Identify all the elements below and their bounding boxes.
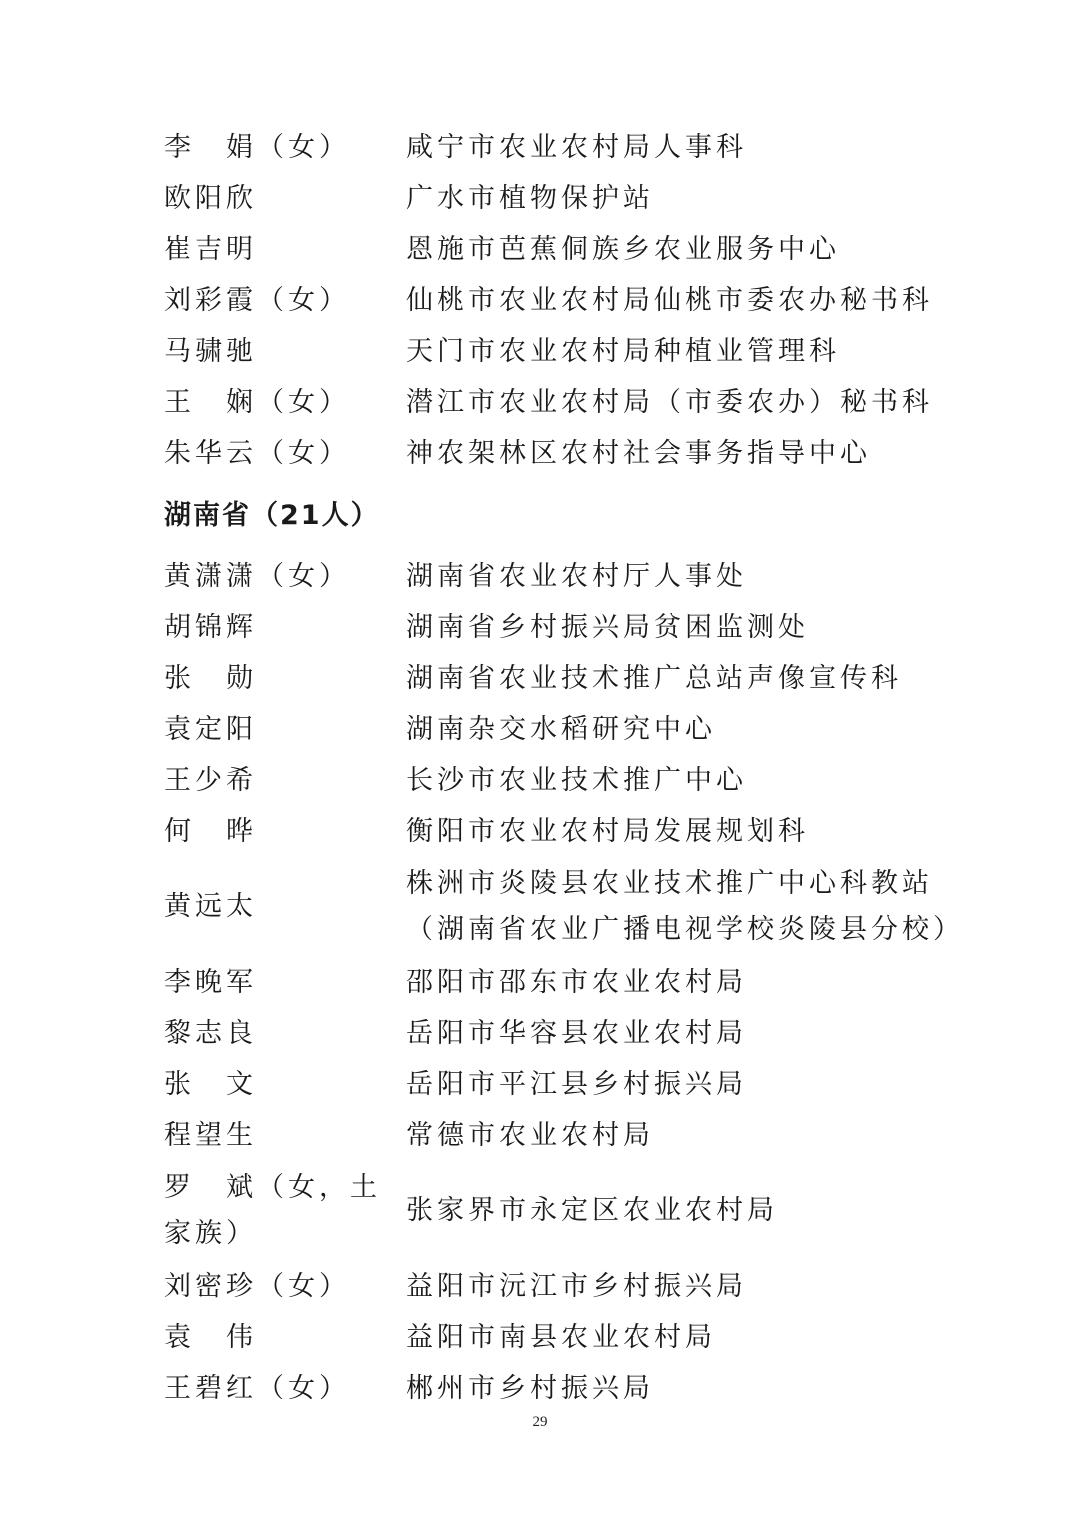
award-list: [164, 122, 994, 1414]
list-item: [164, 551, 994, 602]
page-number: 29: [532, 1414, 548, 1430]
person-name: 王 娴（女）: [164, 386, 350, 418]
person-name: 张 文: [164, 1068, 257, 1100]
list-item: [164, 1312, 994, 1363]
person-name: 朱华云（女）: [164, 437, 350, 469]
organization: 天门市农业农村局种植业管理科: [406, 335, 840, 367]
organization: 湖南省农业农村厅人事处: [406, 560, 747, 592]
organization: 衡阳市农业农村局发展规划科: [406, 815, 809, 847]
list-item: [164, 957, 994, 1008]
person-name: 黎志良: [164, 1017, 257, 1049]
list-item: [164, 857, 994, 957]
organization: 湖南省乡村振兴局贫困监测处: [406, 611, 809, 643]
organization: 岳阳市华容县农业农村局: [406, 1017, 747, 1049]
organization: 常德市农业农村局: [406, 1119, 654, 1151]
person-name: 刘彩霞（女）: [164, 284, 350, 316]
person-name-text: 罗 斌（女，土家族）: [164, 1172, 381, 1249]
person-name: 何 晔: [164, 815, 257, 847]
list-item: [164, 377, 994, 428]
list-item: [164, 602, 994, 653]
list-item: [164, 1161, 994, 1261]
person-name: 王少希: [164, 764, 257, 796]
person-name: 袁 伟: [164, 1321, 257, 1353]
organization: 张家界市永定区农业农村局: [406, 1195, 778, 1226]
organization: 广水市植物保护站: [406, 182, 654, 214]
organization: 潜江市农业农村局（市委农办）秘书科: [406, 386, 933, 418]
organization: 湖南杂交水稻研究中心: [406, 713, 716, 745]
list-item: [164, 326, 994, 377]
list-item: [164, 653, 994, 704]
list-item: [164, 1059, 994, 1110]
organization: 恩施市芭蕉侗族乡农业服务中心: [406, 233, 840, 265]
person-name: 黄潇潇（女）: [164, 560, 350, 592]
person-name: 王碧红（女）: [164, 1372, 350, 1404]
person-name: 马骕驰: [164, 335, 257, 367]
person-name: 李 娟（女）: [164, 131, 350, 163]
person-name: 刘密珍（女）: [164, 1270, 350, 1302]
person-name: 崔吉明: [164, 233, 257, 265]
organization: 邵阳市邵东市农业农村局: [406, 966, 747, 998]
person-name: 欧阳欣: [164, 182, 257, 214]
list-item: [164, 704, 994, 755]
organization: 长沙市农业技术推广中心: [406, 764, 747, 796]
person-name: 袁定阳: [164, 713, 257, 745]
section-heading-hunan: 湖南省（21人）: [164, 500, 380, 531]
organization: 郴州市乡村振兴局: [406, 1372, 654, 1404]
list-item: [164, 1261, 994, 1312]
list-item: [164, 1110, 994, 1161]
list-item: [164, 173, 994, 224]
organization: 岳阳市平江县乡村振兴局: [406, 1068, 747, 1100]
organization: 神农架林区农村社会事务指导中心: [406, 437, 871, 469]
person-name: [164, 1165, 406, 1257]
list-item: [164, 224, 994, 275]
list-item: [164, 1008, 994, 1059]
organization: 株洲市炎陵县农业技术推广中心科教站（湖南省农业广播电视学校炎陵县分校）: [406, 868, 964, 945]
list-item: [164, 755, 994, 806]
list-item: [164, 1363, 994, 1414]
list-item: [164, 428, 994, 479]
organization: 益阳市南县农业农村局: [406, 1321, 716, 1353]
organization: 咸宁市农业农村局人事科: [406, 131, 747, 163]
person-name: 李晚军: [164, 966, 257, 998]
organization: 湖南省农业技术推广总站声像宣传科: [406, 662, 902, 694]
person-name: 程望生: [164, 1119, 257, 1151]
list-item: [164, 122, 994, 173]
organization: 益阳市沅江市乡村振兴局: [406, 1270, 747, 1302]
person-name: 胡锦辉: [164, 611, 257, 643]
person-name: 黄远太: [164, 891, 257, 922]
person-name: 张 勋: [164, 662, 257, 694]
list-item: [164, 275, 994, 326]
list-item: [164, 806, 994, 857]
organization: 仙桃市农业农村局仙桃市委农办秘书科: [406, 284, 933, 316]
